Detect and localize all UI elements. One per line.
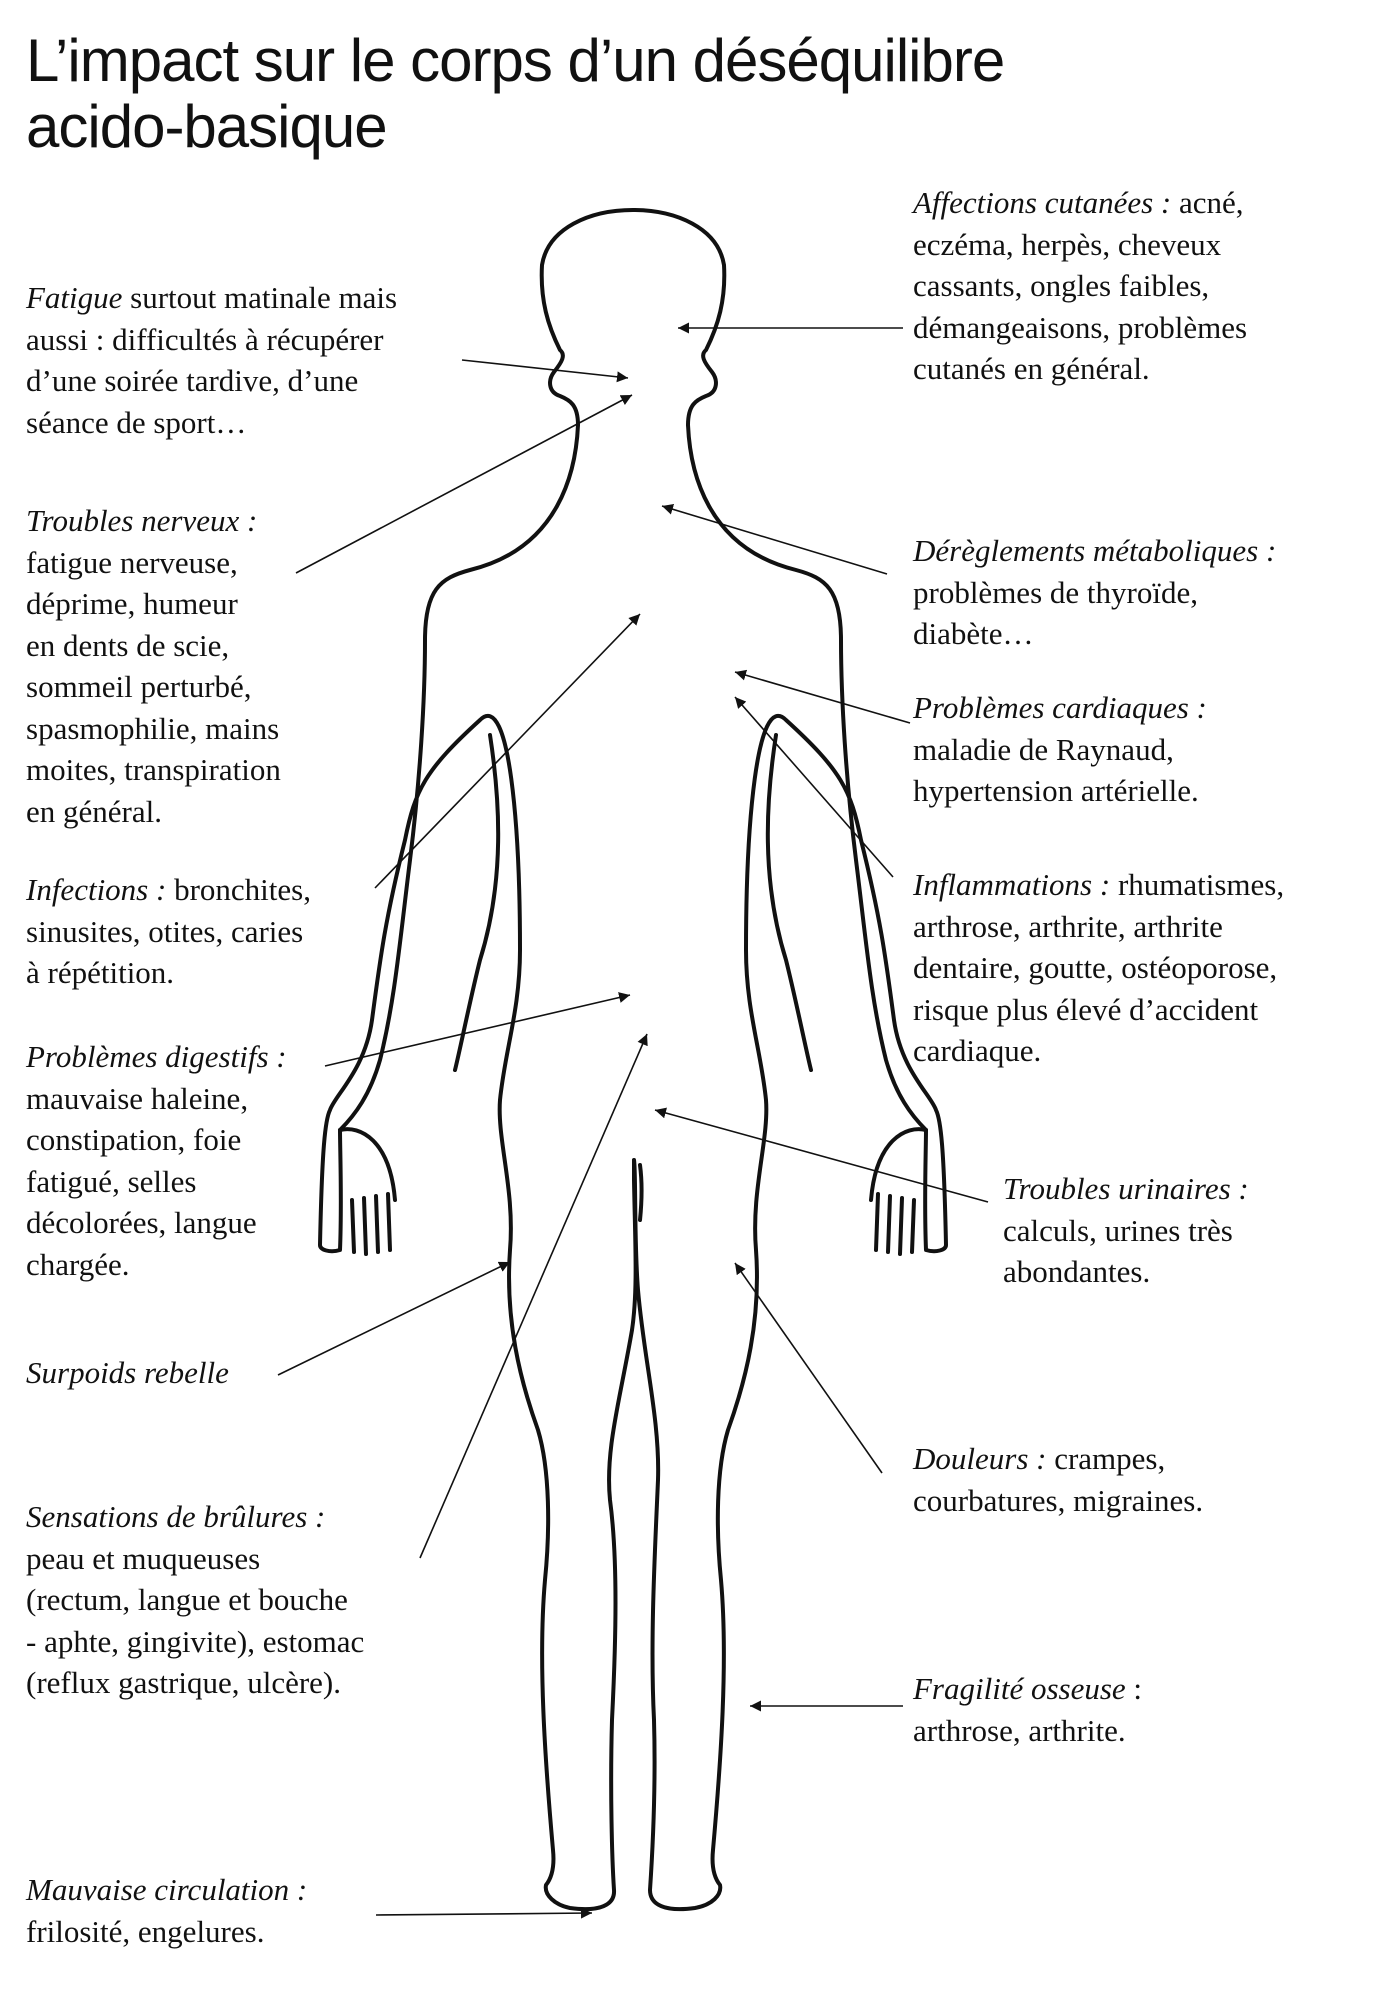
note-inflammations-line4: risque plus élevé d’accident [913, 991, 1259, 1027]
note-infections-line1: bronchites, [166, 872, 311, 907]
note-brulures-line1: peau et muqueuses [26, 1540, 261, 1576]
note-infections-line2: sinusites, otites, caries [26, 913, 304, 949]
note-douleurs-line2: courbatures, migraines. [913, 1482, 1204, 1518]
arrow-cardiaques [735, 672, 910, 723]
note-cutanees-line4: démangeaisons, problèmes [913, 309, 1248, 345]
right-inner-arm [768, 735, 811, 1070]
note-digestifs-line4: décolorées, langue [26, 1205, 257, 1240]
note-metaboliques [913, 530, 1276, 655]
note-osseuse-line1: : [1125, 1671, 1143, 1706]
left-fingers [340, 1129, 395, 1254]
note-inflammations-line5: cardiaque. [913, 1033, 1042, 1068]
right-fingers [871, 1129, 926, 1254]
body-outline [320, 425, 946, 1909]
arrow-inflammations [735, 697, 893, 877]
title-line-2: acido-basique [26, 93, 387, 160]
crotch-line [640, 1165, 642, 1220]
note-nerveux-line4: sommeil perturbé, [26, 669, 252, 704]
note-surpoids [26, 1352, 229, 1394]
note-digestifs-label: Problèmes digestifs : [26, 1039, 287, 1074]
arrow-douleurs [735, 1263, 882, 1473]
note-fatigue-line2: aussi : difficultés à récupérer [26, 321, 384, 357]
note-brulures-line2: (rectum, langue et bouche [26, 1582, 348, 1617]
note-infections [26, 869, 311, 994]
note-osseuse-label: Fragilité osseuse [913, 1671, 1126, 1706]
note-douleurs [913, 1438, 1203, 1521]
note-cutanees-line2: eczéma, herpès, cheveux [913, 226, 1222, 262]
note-metaboliques-label: Dérèglements métaboliques : [913, 533, 1277, 568]
note-metaboliques-line1: problèmes de thyroïde, [913, 574, 1198, 610]
note-urinaires [1003, 1168, 1249, 1293]
note-inflammations [913, 864, 1284, 1072]
left-inner-arm [455, 735, 498, 1070]
note-cutanees-line1: acné, [1171, 185, 1244, 220]
note-infections-label: Infections : [26, 872, 167, 907]
note-circulation [26, 1869, 307, 1952]
arrow-surpoids [278, 1262, 510, 1375]
note-digestifs [26, 1036, 287, 1285]
arrow-infections [375, 614, 640, 888]
note-cutanees-line3: cassants, ongles faibles, [913, 268, 1210, 303]
note-brulures-line3: - aphte, gingivite), estomac [26, 1623, 365, 1659]
note-brulures-label: Sensations de brûlures : [26, 1499, 326, 1534]
note-inflammations-line2: arthrose, arthrite, arthrite [913, 908, 1223, 944]
note-digestifs-line2: constipation, foie [26, 1122, 242, 1157]
note-urinaires-label: Troubles urinaires : [1003, 1171, 1249, 1206]
note-brulures-line4: (reflux gastrique, ulcère). [26, 1665, 342, 1700]
note-nerveux-line5: spasmophilie, mains [26, 710, 280, 746]
note-digestifs-line5: chargée. [26, 1246, 130, 1282]
note-cutanees-line5: cutanés en général. [913, 351, 1150, 386]
note-osseuse [913, 1668, 1142, 1751]
note-nerveux [26, 500, 281, 832]
note-nerveux-label: Troubles nerveux : [26, 503, 258, 538]
arrow-circulation [376, 1913, 592, 1915]
arrow-brulures [420, 1034, 647, 1558]
note-nerveux-line1: fatigue nerveuse, [26, 544, 238, 580]
note-cardiaques [913, 687, 1207, 812]
note-cutanees [913, 182, 1247, 390]
note-digestifs-line3: fatigué, selles [26, 1163, 197, 1199]
note-fatigue-label: Fatigue [26, 280, 123, 315]
note-inflammations-label: Inflammations : [913, 867, 1111, 902]
note-fatigue-line3: d’une soirée tardive, d’une [26, 363, 359, 398]
note-circulation-line1: frilosité, engelures. [26, 1913, 265, 1949]
note-fatigue-line4: séance de sport… [26, 404, 247, 440]
note-nerveux-line2: déprime, humeur [26, 586, 238, 621]
note-urinaires-line1: calculs, urines très [1003, 1212, 1233, 1248]
title-line-1: L’impact sur le corps d’un déséquilibre [26, 27, 1005, 94]
note-nerveux-line6: moites, transpiration [26, 752, 281, 787]
note-infections-line3: à répétition. [26, 955, 175, 990]
note-inflammations-line1: rhumatismes, [1110, 867, 1285, 902]
note-metaboliques-line2: diabète… [913, 616, 1034, 651]
head-outline [542, 210, 725, 425]
note-urinaires-line2: abondantes. [1003, 1254, 1151, 1289]
note-osseuse-line2: arthrose, arthrite. [913, 1712, 1126, 1748]
note-nerveux-line3: en dents de scie, [26, 627, 230, 663]
note-cutanees-label: Affections cutanées : [913, 185, 1172, 220]
note-cardiaques-label: Problèmes cardiaques : [913, 690, 1207, 725]
note-digestifs-line1: mauvaise haleine, [26, 1080, 249, 1116]
note-douleurs-label: Douleurs : [913, 1441, 1047, 1476]
note-nerveux-line7: en général. [26, 793, 162, 829]
note-fatigue-line1: surtout matinale mais [122, 280, 398, 315]
note-fatigue [26, 277, 397, 443]
note-cardiaques-line2: hypertension artérielle. [913, 773, 1199, 808]
note-brulures [26, 1496, 364, 1704]
note-surpoids-label: Surpoids rebelle [26, 1355, 229, 1390]
note-cardiaques-line1: maladie de Raynaud, [913, 731, 1174, 767]
arrow-fatigue [462, 360, 628, 378]
note-inflammations-line3: dentaire, goutte, ostéoporose, [913, 950, 1278, 985]
note-circulation-label: Mauvaise circulation : [26, 1872, 308, 1907]
note-douleurs-line1: crampes, [1046, 1441, 1166, 1476]
